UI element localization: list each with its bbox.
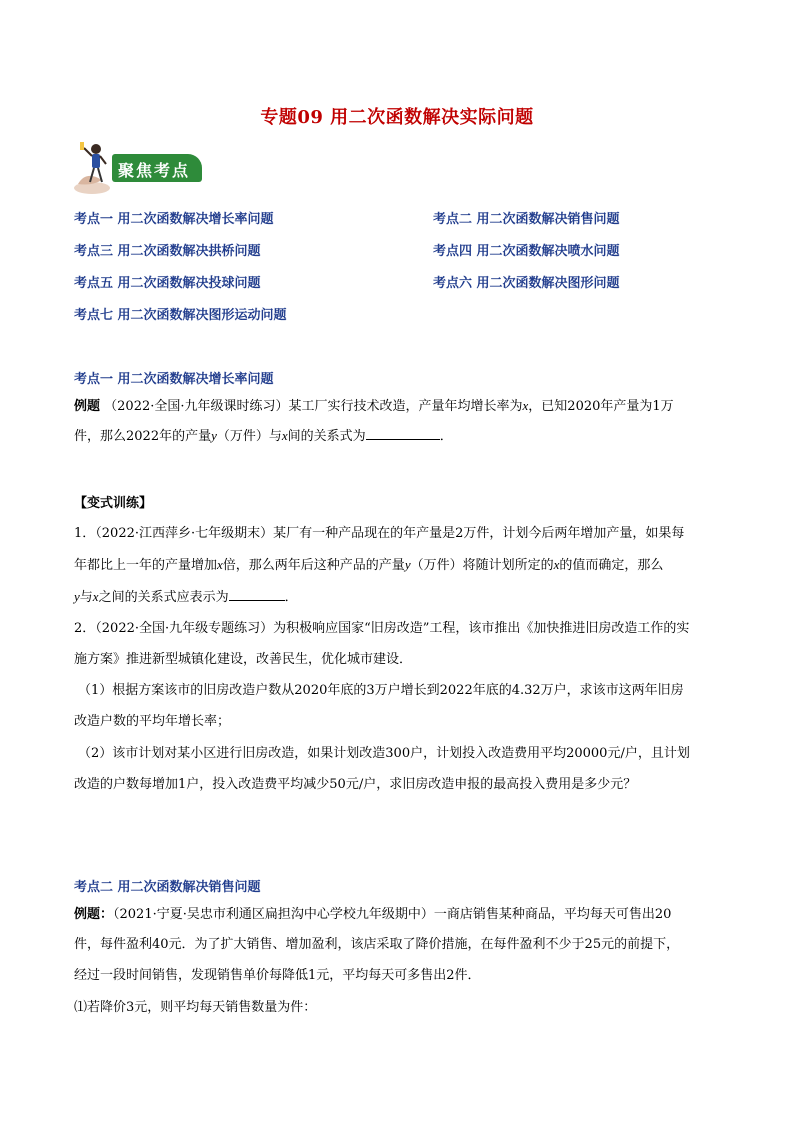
example-text-1-tail: ，已知2020年产量为1万: [528, 399, 674, 414]
q2-line2: 施方案》推进新型城镇化建设，改善民生，优化城市建设．: [74, 652, 413, 667]
toc-item-1[interactable]: 考点一 用二次函数解决增长率问题: [74, 212, 274, 227]
q2-line1: 2．（2022·全国·九年级专题练习）为积极响应国家“旧房改造”工程，该市推出《加快推进旧房改造工作的实: [74, 621, 690, 636]
q1-text-e: 与: [79, 590, 93, 605]
example-text-2c: 间的关系式为: [287, 429, 366, 444]
q2-sub2-line1: （2）该市计划对某小区进行旧房改造，如果计划改造300户，计划投入改造费用平均20000元/户，且计划: [78, 746, 690, 761]
var-x-2: x: [281, 428, 288, 443]
example-text-2b: （万件）与: [216, 429, 282, 444]
example-text-1: （2022·全国·九年级课时练习）某工厂实行技术改造，产量年均增长率为: [104, 399, 523, 414]
section1-example-line2: [74, 427, 453, 446]
section2-line4: ⑴若降价3元，则平均每天销售数量为件：: [74, 1000, 317, 1015]
example-label: 例题: [74, 399, 101, 414]
var-x: x: [522, 398, 529, 413]
q2-sub2-line2: 改造的户数每增加1户，投入改造费平均减少50元/户，求旧房改造申报的最高投入费用是多少元？: [74, 777, 637, 792]
answer-blank-2[interactable]: [229, 588, 285, 601]
toc-item-6[interactable]: 考点六 用二次函数解决图形问题: [433, 276, 620, 291]
section1-example-line1: [74, 397, 674, 416]
section2-line1: [74, 906, 671, 924]
var-y-2: y: [404, 557, 411, 572]
q1-text-f: 之间的关系式应表示为: [98, 590, 229, 605]
section2-line2: 件，每件盈利40元．为了扩大销售、增加盈利，该店采取了降价措施，在每件盈利不少于25元的前提下，: [74, 937, 680, 952]
section2-line3: 经过一段时间销售，发现销售单价每降低1元，平均每天可多售出2件．: [74, 968, 481, 983]
q2-sub1-line1: （1）根据方案该市的旧房改造户数从2020年底的3万户增长到2022年底的4.32万户，求该市这两年旧房: [78, 683, 684, 698]
period-1: ．: [439, 429, 453, 444]
toc-item-3[interactable]: 考点三 用二次函数解决拱桥问题: [74, 244, 261, 259]
var-x-3: x: [217, 557, 223, 572]
period-2: ．: [284, 590, 298, 605]
q1-text-a: 年都比上一年的产量增加: [74, 558, 218, 573]
example-text-2a: 件，那么2022年的产量: [74, 429, 212, 444]
banner-label: 聚焦考点: [118, 161, 191, 180]
section2-text-1: （2021·宁夏·吴忠市利通区扁担沟中心学校九年级期中）一商店销售某种商品，平均每天可售出20: [113, 907, 672, 922]
toc-item-7[interactable]: 考点七 用二次函数解决图形运动问题: [74, 308, 287, 323]
variants-heading: 【变式训练】: [74, 496, 153, 511]
toc-item-4[interactable]: 考点四 用二次函数解决喷水问题: [433, 244, 620, 259]
page-title: 专题09 用二次函数解决实际问题: [260, 107, 534, 128]
var-y: y: [211, 428, 217, 443]
var-x-5: x: [92, 589, 99, 604]
student-figure-icon: [72, 140, 116, 196]
toc-item-2[interactable]: 考点二 用二次函数解决销售问题: [433, 212, 620, 227]
example-label-2: 例题：: [74, 907, 114, 922]
q1-text-b: 倍，那么两年后这种产品的产量: [222, 558, 405, 573]
q1-line2: [74, 556, 663, 575]
var-x-4: x: [553, 557, 560, 572]
var-y-3: y: [74, 589, 80, 604]
section2-heading: 考点二 用二次函数解决销售问题: [74, 880, 261, 895]
toc-item-5[interactable]: 考点五 用二次函数解决投球问题: [74, 276, 261, 291]
q1-text-d: 的值而确定，那么: [559, 558, 664, 573]
q1-line3: [74, 588, 298, 607]
section1-heading: 考点一 用二次函数解决增长率问题: [74, 372, 274, 387]
q1-line1: 1．（2022·江西萍乡·七年级期末）某厂有一种产品现在的年产量是2万件，计划今后两年增加产量，如果每: [74, 526, 685, 541]
q2-sub1-line2: 改造户数的平均年增长率；: [74, 714, 231, 729]
answer-blank-1[interactable]: [366, 427, 440, 440]
q1-text-c: （万件）将随计划所定的: [410, 558, 554, 573]
focus-banner: [72, 140, 204, 196]
